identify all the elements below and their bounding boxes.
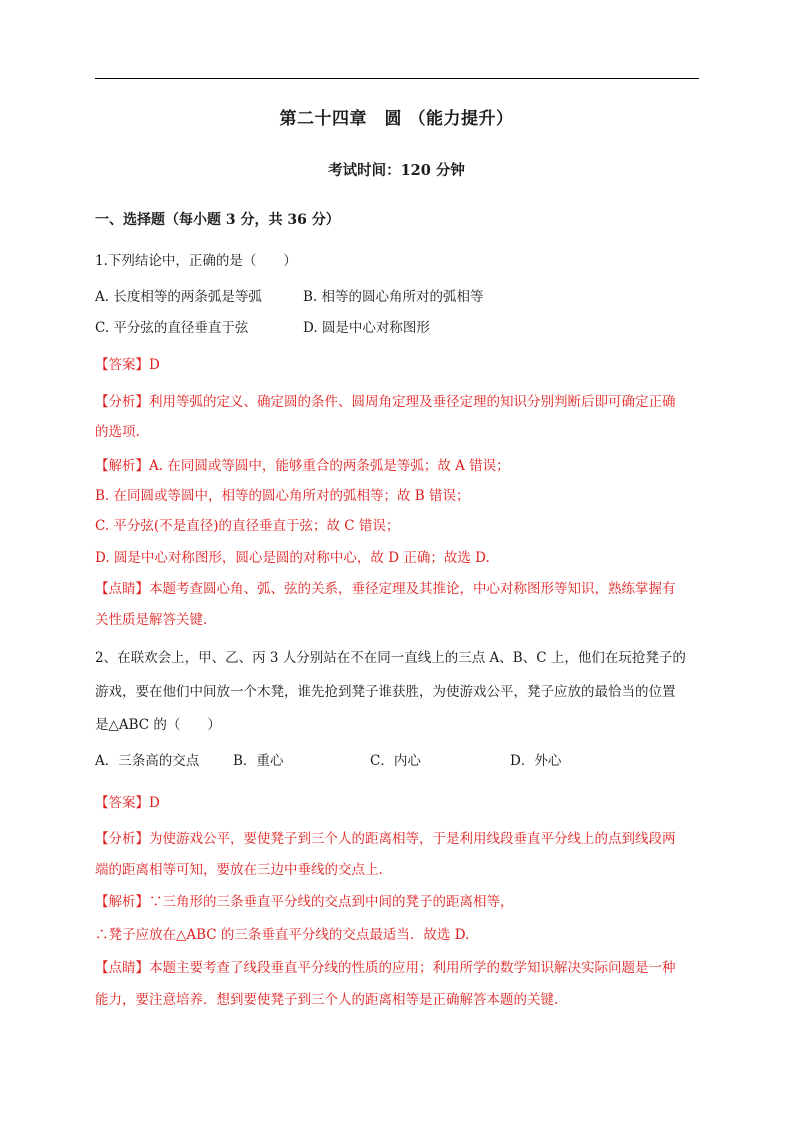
q1-comment-line-1: 【点睛】本题考查圆心角、弧、弦的关系，垂径定理及其推论，中心对称图形等知识，熟练掌握有 bbox=[95, 581, 676, 597]
page-title: 第二十四章 圆 （能力提升） bbox=[279, 109, 514, 129]
q1-solution-line-3: C. 平分弦(不是直径)的直径垂直于弦；故 C 错误； bbox=[95, 518, 400, 534]
q1-solution-line-4: D. 圆是中心对称图形，圆心是圆的对称中心，故 D 正确；故选 D. bbox=[95, 550, 490, 566]
q2-solution-line-1: 【解析】∵三角形的三条垂直平分线的交点到中间的凳子的距离相等， bbox=[95, 894, 514, 910]
q1-comment-line-2: 关性质是解答关键. bbox=[95, 612, 208, 628]
q2-option-a: A．三条高的交点 bbox=[95, 753, 200, 769]
q2-option-c: C．内心 bbox=[370, 753, 421, 769]
q1-option-c: C. 平分弦的直径垂直于弦 bbox=[95, 320, 249, 336]
q2-analysis-line-2: 端的距离相等可知，要放在三边中垂线的交点上. bbox=[95, 862, 383, 878]
q2-stem-line-1: 2、在联欢会上，甲、乙、丙 3 人分别站在不在同一直线上的三点 A、B、C 上，他们在玩抢凳子的 bbox=[95, 650, 686, 666]
exam-time: 考试时间：120 分钟 bbox=[328, 162, 465, 179]
q2-comment-line-2: 能力，要注意培养．想到要使凳子到三个人的距离相等是正确解答本题的关键. bbox=[95, 992, 559, 1008]
q1-option-b: B. 相等的圆心角所对的弧相等 bbox=[303, 289, 484, 305]
q1-solution-line-1: 【解析】A. 在同圆或等圆中，能够重合的两条弧是等弧；故 A 错误； bbox=[95, 458, 510, 474]
q1-solution-line-2: B. 在同圆或等圆中，相等的圆心角所对的弧相等；故 B 错误； bbox=[95, 488, 470, 504]
q1-analysis-line-2: 的选项. bbox=[95, 424, 140, 440]
q2-solution-line-2: ∴凳子应放在△ABC 的三条垂直平分线的交点最适当．故选 D. bbox=[95, 927, 470, 943]
q1-analysis-line-1: 【分析】利用等弧的定义、确定圆的条件、圆周角定理及垂径定理的知识分别判断后即可确定正确 bbox=[95, 394, 676, 410]
q1-option-a: A. 长度相等的两条弧是等弧 bbox=[95, 289, 262, 305]
section-heading: 一、选择题（每小题 3 分，共 36 分） bbox=[95, 212, 340, 228]
q1-stem: 1.下列结论中，正确的是（ ） bbox=[95, 253, 297, 269]
q2-stem-line-2: 游戏，要在他们中间放一个木凳，谁先抢到凳子谁获胜，为使游戏公平，凳子应放的最恰当的位置 bbox=[95, 684, 676, 700]
q2-answer: 【答案】D bbox=[95, 795, 160, 811]
q2-option-b: B．重心 bbox=[233, 753, 284, 769]
q1-option-d: D. 圆是中心对称图形 bbox=[303, 320, 430, 336]
q2-comment-line-1: 【点睛】本题主要考查了线段垂直平分线的性质的应用；利用所学的数学知识解决实际问题是一种 bbox=[95, 960, 676, 976]
q2-stem-line-3: 是△ABC 的（ ） bbox=[95, 717, 221, 733]
q2-analysis-line-1: 【分析】为使游戏公平，要使凳子到三个人的距离相等，于是利用线段垂直平分线上的点到线段两 bbox=[95, 831, 676, 847]
q2-option-d: D．外心 bbox=[510, 753, 562, 769]
header-rule bbox=[95, 78, 699, 79]
q1-answer: 【答案】D bbox=[95, 357, 160, 373]
